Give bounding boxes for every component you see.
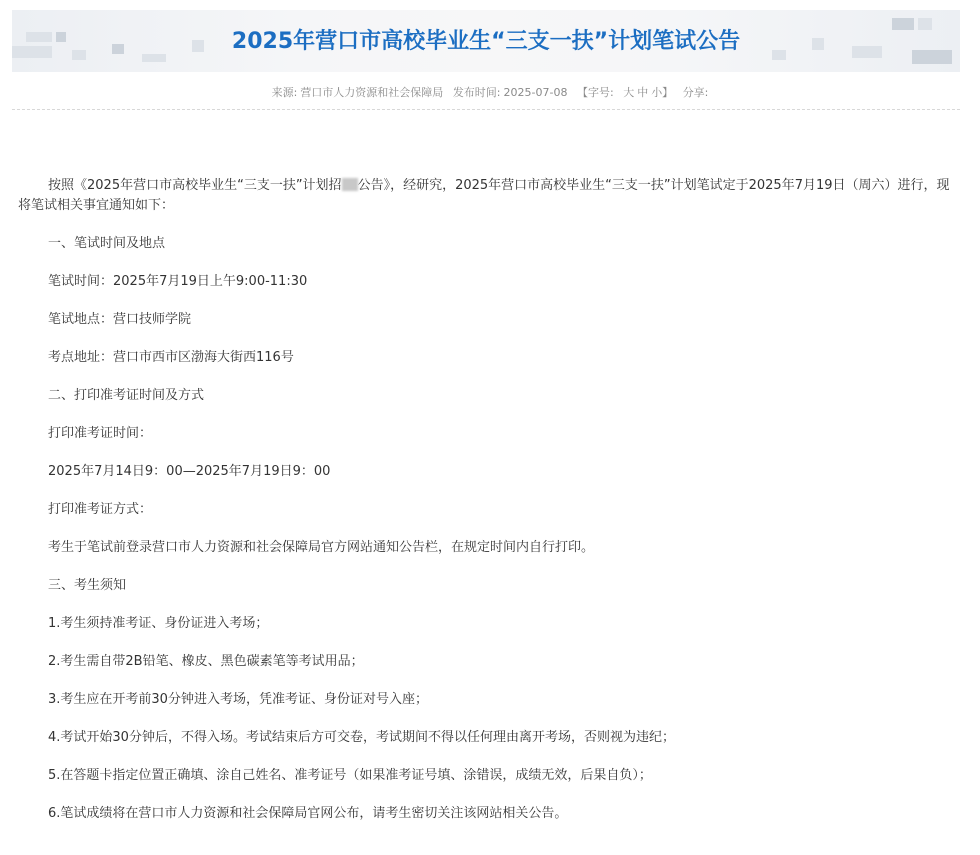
notice-item: 3.考生应在开考前30分钟进入考场，凭准考证、身份证对号入座； [48,692,428,707]
font-size-medium-link[interactable]: 中 [637,86,649,99]
article-meta [0,84,980,100]
date-label: 发布时间: [452,86,501,99]
font-size-large-link[interactable]: 大 [623,86,635,99]
intro-paragraph [18,176,958,216]
print-time-value: 2025年7月14日9：00—2025年7月19日9：00 [48,464,331,479]
source-label: 来源: [271,86,298,99]
notice-item: 5.在答题卡指定位置正确填、涂自己姓名、准考证号（如果准考证号填、涂错误，成绩无效，后果自负）； [48,768,652,783]
article-body [18,176,958,842]
notice-item: 1.考生须持准考证、身份证进入考场； [48,616,269,631]
font-size-label: 【字号: [576,86,614,99]
redacted-mark [342,178,358,191]
intro-text-end: 公告》，经研究，2025年营口市高校毕业生“三支一扶”计划笔试定于2025年7月19日（周六）进行，现将笔试相关事宜通知如下： [18,178,950,213]
notice-item: 2.考生需自带2B铅笔、橡皮、黑色碳素笔等考试用品； [48,654,364,669]
exam-location: 笔试地点：营口技师学院 [48,312,192,327]
notice-item: 6.笔试成绩将在营口市人力资源和社会保障局官网公布，请考生密切关注该网站相关公告。 [48,806,568,821]
intro-text-start: 按照《2025年营口市高校毕业生“三支一扶”计划招 [48,178,342,193]
share-label: 分享: [682,86,709,99]
article-header-banner [12,10,960,72]
exam-time: 笔试时间：2025年7月19日上午9:00-11:30 [48,274,308,289]
section-heading: 三、考生须知 [48,578,127,593]
exam-address: 考点地址：营口市西市区渤海大街西116号 [48,350,294,365]
page-title: 2025年营口市高校毕业生“三支一扶”计划笔试公告 [231,29,741,54]
date-value: 2025-07-08 [503,86,568,99]
section-heading: 一、笔试时间及地点 [48,236,166,251]
print-time-label: 打印准考证时间： [48,426,153,441]
print-method-label: 打印准考证方式： [48,502,153,517]
section-heading: 二、打印准考证时间及方式 [48,388,205,403]
source-value: 营口市人力资源和社会保障局 [300,86,444,99]
decoration [142,54,166,62]
font-size-small-link[interactable]: 小】 [651,86,674,99]
print-method-value: 考生于笔试前登录营口市人力资源和社会保障局官方网站通知公告栏，在规定时间内自行打印。 [48,540,595,555]
notice-item: 4.考试开始30分钟后，不得入场。考试结束后方可交卷，考试期间不得以任何理由离开考场，否则视为违纪； [48,730,675,745]
divider [12,109,960,110]
